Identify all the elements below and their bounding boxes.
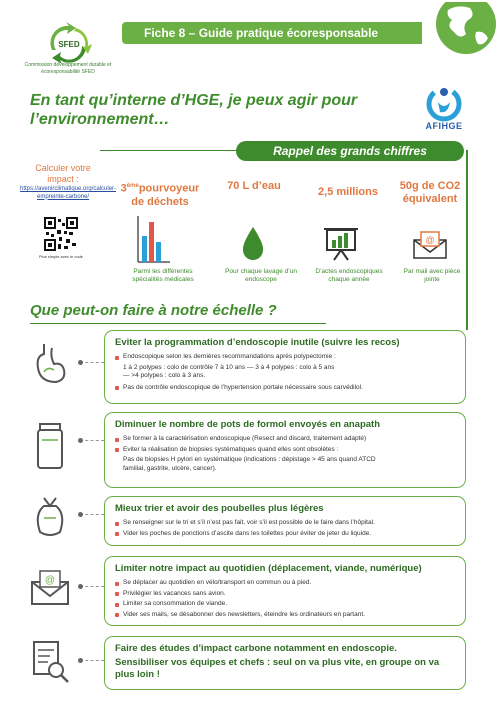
action-bullet: Se former à la caractérisation endoscopique (Resect and discard, traitement adapté) [115,435,455,444]
bar-chart-icon [136,212,172,264]
connector-dot [78,360,83,365]
action-subline: Pas de biopsies H pylori en systématique (indications : dépistage > 45 ans quand ATCD [123,456,376,463]
divider [100,150,236,151]
action-bullet: Eviter la réalisation de biopsies systématiques quand elles sont obsolètes : [115,446,455,455]
action-subline: familial, gastrite, ulcère, cancer). [123,464,217,472]
action-box-formol [104,412,466,488]
svg-text:@: @ [425,235,435,245]
study-document-icon [30,640,70,684]
stat-value-co2: 50g de CO2 équivalent [399,180,461,205]
divider [466,150,468,330]
afihge-logo-text: AFIHGE [425,121,463,131]
action-bullet: Se déplacer au quotidien en vélo/transport en commun ou à pied. [115,579,455,588]
action-title: Eviter la programmation d’endoscopie inutile (suivre les recos) [115,337,400,348]
water-drop-icon [240,226,266,262]
afihge-logo-icon [420,84,468,122]
action-title: Mieux trier et avoir des poubelles plus légères [115,503,324,514]
connector [80,660,104,661]
action-subline: 1 à 2 polypes : colo de contrôle 7 à 10 ans — 3 à 4 polypes : colo à 5 ans [123,363,335,371]
connector [80,514,104,515]
connector [80,362,104,363]
action-bullet: Endoscopique selon les dernières recommandations après polypectomie : [115,353,455,362]
action-title: Limiter notre impact au quotidien (déplacement, viande, numérique) [115,563,422,574]
svg-text:@: @ [44,575,56,586]
connector-dot [78,658,83,663]
calculator-link[interactable]: https://avenirclimatique.org/calculer-empreinte-carbone/ [20,186,117,200]
stat-caption-acts: D’actes endoscopiques chaque année [315,268,383,283]
calculator-title: Calculer votre impact : [35,163,91,184]
sfed-logo [40,20,98,64]
action-title: Faire des études d’impact carbone notamment en endoscopie. [115,643,397,654]
action-bullet: Se renseigner sur le tri et s’il n’est pas fait, voir s’il est possible de le faire dans l’hôpital. [115,519,455,528]
stat-value-waste: 3èmepourvoyeur de déchets [120,182,200,208]
formol-jar-icon [30,422,70,470]
sfed-subtitle: Commission développement durable et écoresponsabilité SFED [24,62,112,75]
action-bullet: Vider ses mails, se désabonner des newsletters, éteindre les ordinateurs en partant. [115,611,455,620]
connector-dot [78,512,83,517]
action-bullet: Pas de contrôle endoscopique de l’hypertension portale nécessaire sous carvédilol. [115,384,455,393]
action-bullet: Limiter sa consommation de viande. [115,600,455,609]
action-title-2: Sensibiliser vos équipes et chefs : seul on va plus vite, en groupe on va plus loin ! [115,657,440,680]
section-title: Que peut-on faire à notre échelle ? [30,302,277,319]
connector [80,586,104,587]
action-bullet: Vider les poches de ponctions d’ascite dans les toilettes pour éviter de jeter du liquide. [115,530,455,539]
action-box-daily-impact [104,556,466,626]
action-subline: — >4 polypes : colo à 3 ans. [123,372,206,379]
stat-caption-water: Pour chaque lavage d’un endoscope [225,268,297,283]
globe-icon [418,2,496,66]
stat-value-water: 70 L d’eau [227,180,281,192]
qr-caption: Plus simple avec le code [38,254,84,259]
stat-value-acts: 2,5 millions [318,186,378,198]
connector-dot [78,584,83,589]
action-bullet: Privilégier les vacances sans avion. [115,590,455,599]
svg-text:SFED: SFED [58,40,80,49]
mail-envelope-icon [30,568,70,608]
action-box-endoscopy [104,330,466,404]
stat-caption-co2: Par mail avec pièce jointe [403,268,461,283]
stat-caption-waste: Parmi les différentes spécialités médicales [132,268,194,283]
qr-code-icon[interactable] [44,217,78,251]
email-envelope-icon [412,230,448,260]
stomach-icon [30,342,70,386]
divider [30,323,326,324]
action-title: Diminuer le nombre de pots de formol envoyés en anapath [115,419,380,430]
action-box-waste-sorting [104,496,466,546]
action-box-carbon-studies [104,636,466,690]
page-headline: En tant qu’interne d’HGE, je peux agir pour l’environnement… [30,92,358,128]
connector-dot [78,438,83,443]
connector [80,440,104,441]
rappel-title: Rappel des grands chiffres [236,141,464,161]
fiche-header-bar: Fiche 8 – Guide pratique écoresponsable [122,22,422,44]
presentation-board-icon [322,226,360,262]
trash-bag-icon [30,494,70,540]
